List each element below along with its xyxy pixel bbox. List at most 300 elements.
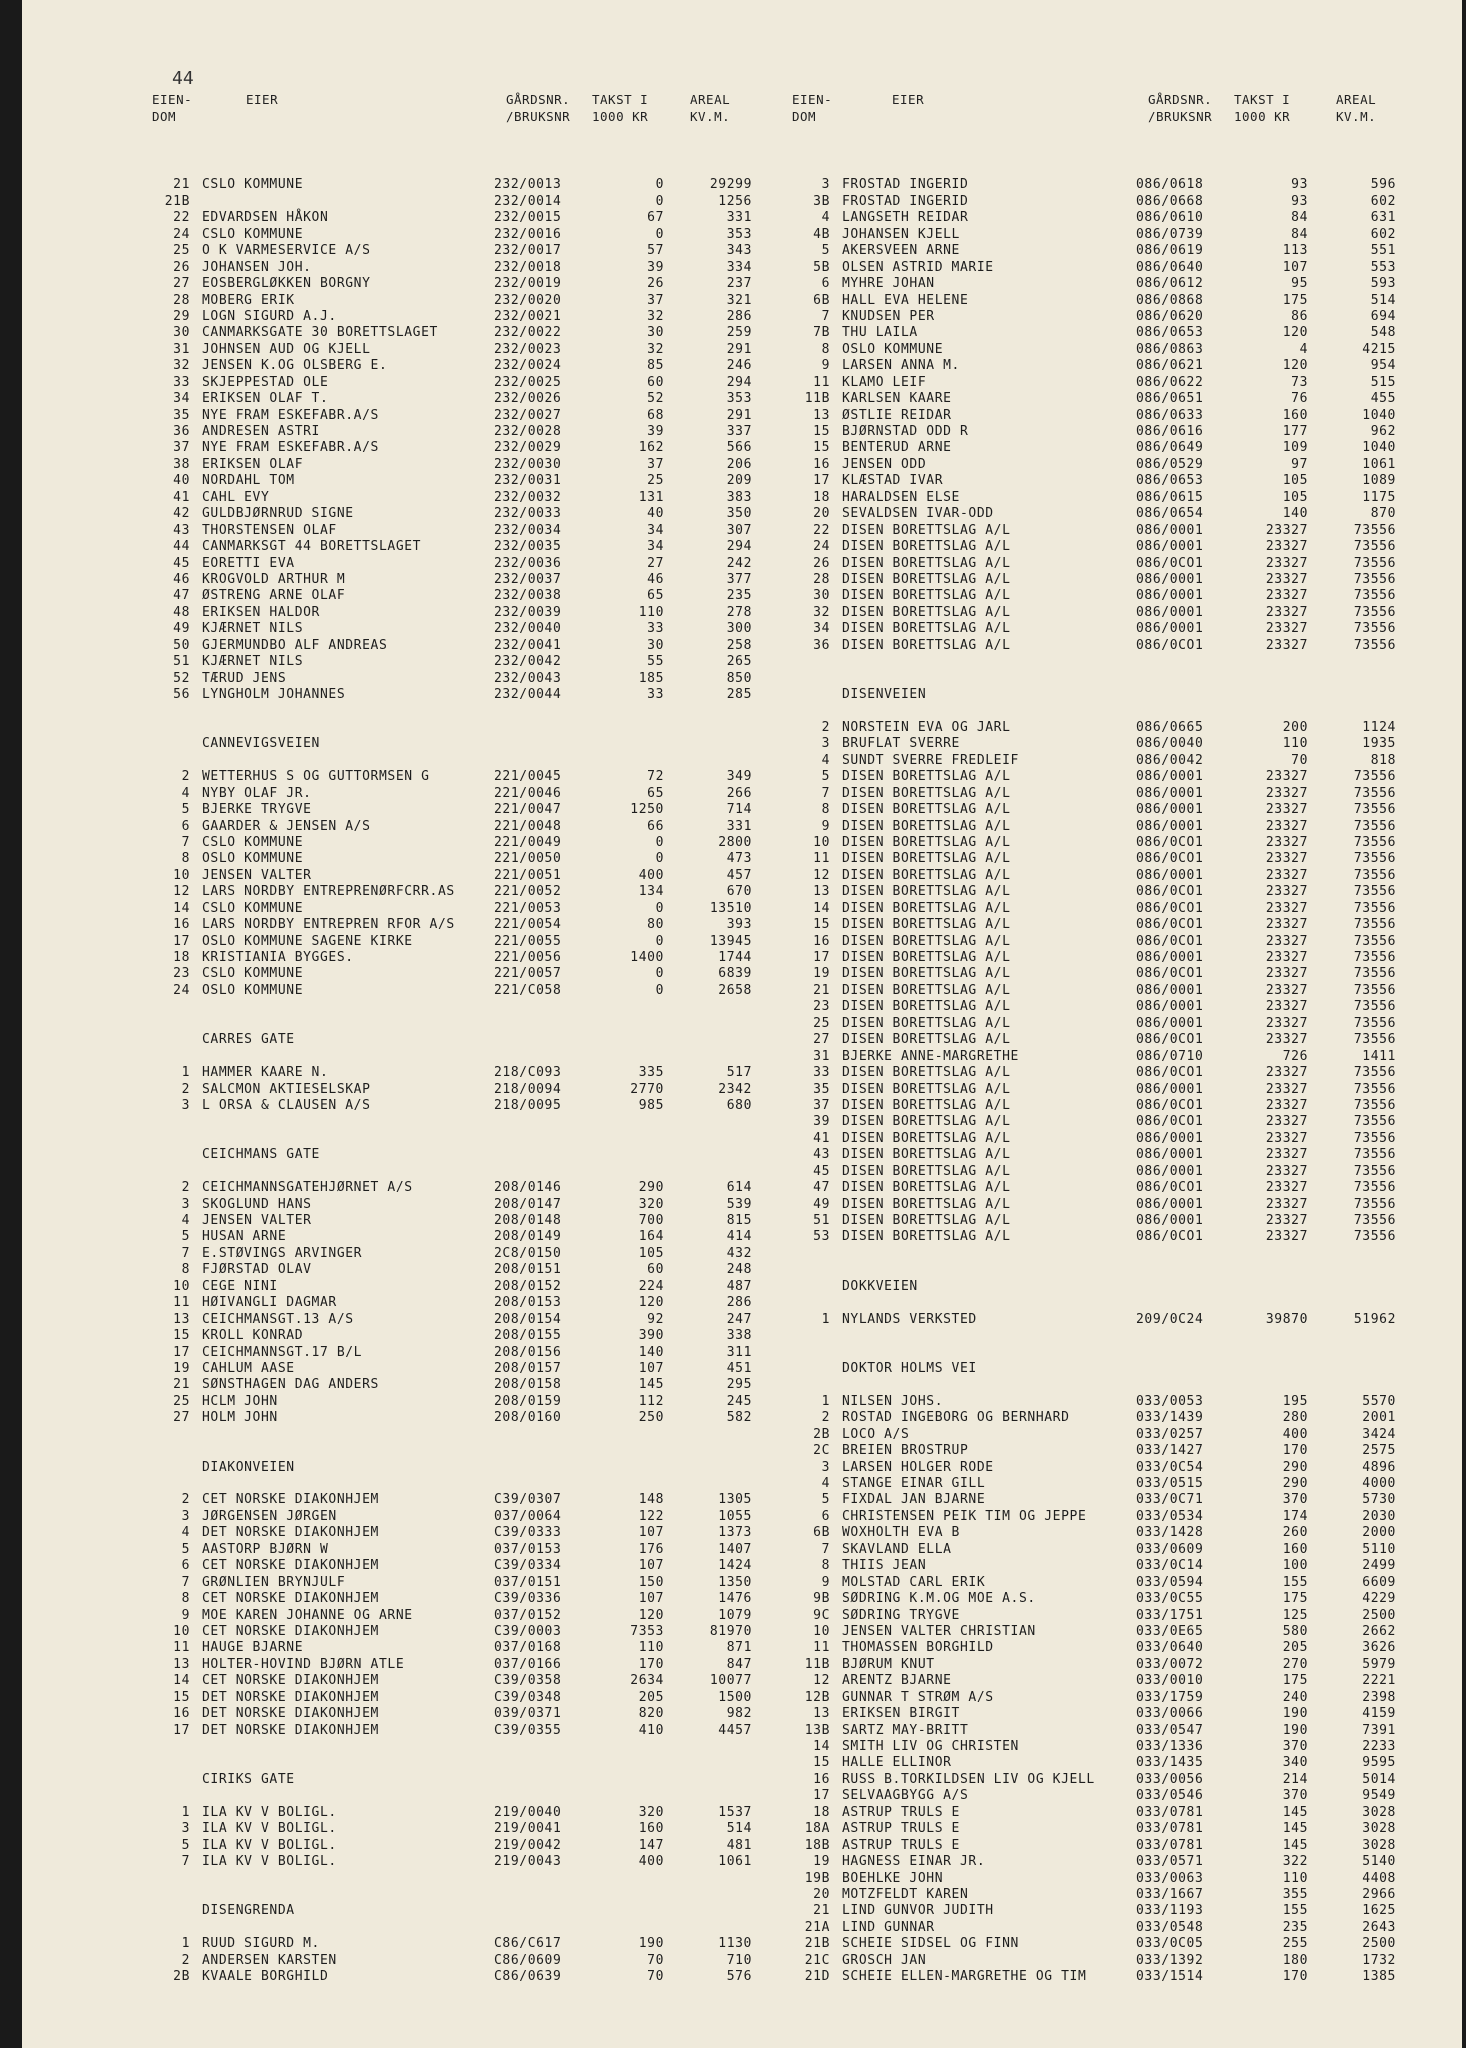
table-row [154, 506, 834, 522]
areal-value: 1350 [718, 1574, 752, 1590]
areal-value: 670 [726, 884, 752, 900]
takst-value: 1400 [630, 950, 664, 965]
takst-value: 23327 [1265, 571, 1308, 587]
eiendom-number: 43 [813, 1147, 830, 1163]
eiendom-number: 15 [813, 424, 830, 439]
table-row [154, 1821, 834, 1837]
takst-value: 92 [647, 1311, 664, 1327]
blank-line [154, 1049, 834, 1065]
gardsnr: 033/1439 [1136, 1410, 1204, 1426]
areal-value: 1732 [1362, 1952, 1396, 1968]
gardsnr: 086/0649 [1136, 440, 1204, 456]
gardsnr: 037/0166 [494, 1656, 562, 1672]
right-column [792, 92, 1466, 1985]
eiendom-number: 21B [804, 1936, 830, 1952]
areal-value: 73556 [1353, 571, 1396, 587]
table-row [794, 342, 1466, 358]
owner-name: LOGN SIGURD A.J. [202, 308, 337, 324]
table-row [154, 1180, 834, 1196]
eiendom-number: 28 [813, 571, 830, 587]
areal-value: 337 [726, 424, 752, 439]
areal-value: 3424 [1362, 1426, 1396, 1442]
gardsnr: 086/0001 [1136, 982, 1204, 998]
owner-name: OSLO KOMMUNE [202, 982, 304, 998]
areal-value: 73556 [1353, 1229, 1396, 1245]
areal-value: 487 [726, 1278, 752, 1294]
takst-value: 23327 [1265, 588, 1308, 604]
areal-value: 265 [726, 654, 752, 670]
areal-value: 73556 [1353, 522, 1396, 538]
eiendom-number: 36 [173, 424, 190, 439]
eiendom-number: 23 [813, 999, 830, 1015]
table-row [794, 851, 1466, 867]
areal-value: 3028 [1362, 1821, 1396, 1837]
table-row [154, 194, 834, 210]
takst-value: 400 [638, 1854, 664, 1870]
owner-name: NYBY OLAF JR. [202, 785, 312, 801]
owner-name: NYE FRAM ESKEFABR.A/S [202, 440, 379, 456]
table-row [794, 1657, 1466, 1673]
areal-value: 1040 [1362, 407, 1396, 423]
gardsnr: 221/0054 [494, 917, 562, 933]
gardsnr: 2C8/0150 [494, 1245, 562, 1261]
gardsnr: 218/C093 [494, 1065, 562, 1081]
eiendom-number: 3B [813, 193, 830, 209]
areal-value: 2500 [1362, 1936, 1396, 1952]
owner-name: KROLL KONRAD [202, 1328, 304, 1344]
areal-value: 334 [726, 259, 752, 275]
eiendom-number: 15 [813, 440, 830, 456]
areal-value: 473 [726, 851, 752, 867]
gardsnr: 221/0047 [494, 802, 562, 818]
areal-value: 596 [1370, 177, 1396, 193]
gardsnr: 232/0043 [494, 670, 562, 686]
table-row [794, 325, 1466, 341]
gardsnr: 086/0739 [1136, 226, 1204, 242]
gardsnr: 219/0043 [494, 1854, 562, 1870]
owner-name: L ORSA & CLAUSEN A/S [202, 1097, 371, 1113]
table-row [154, 1065, 834, 1081]
gardsnr: 232/0038 [494, 588, 562, 604]
eiendom-number: 41 [813, 1130, 830, 1146]
street-heading [154, 1903, 834, 1919]
table-row [154, 424, 834, 440]
table-row [794, 720, 1466, 736]
takst-value: 23327 [1265, 900, 1308, 916]
gardsnr: 033/0781 [1136, 1821, 1204, 1837]
eiendom-number: 4 [821, 752, 830, 768]
areal-value: 9595 [1362, 1755, 1396, 1771]
eiendom-number: 9B [813, 1591, 830, 1607]
owner-name: THU LAILA [842, 325, 918, 341]
takst-value: 120 [638, 1295, 664, 1311]
gardsnr: 232/0019 [494, 276, 562, 292]
areal-value: 4408 [1362, 1870, 1396, 1886]
owner-name: MOLSTAD CARL ERIK [842, 1574, 986, 1590]
table-row [794, 293, 1466, 309]
eiendom-number: 22 [813, 522, 830, 538]
takst-value: 162 [638, 440, 664, 456]
blank-line [154, 1755, 834, 1771]
areal-value: 1744 [718, 950, 752, 965]
takst-value: 30 [647, 325, 664, 341]
areal-value: 515 [1370, 374, 1396, 390]
street-heading [794, 1361, 1466, 1377]
areal-value: 818 [1370, 752, 1396, 768]
areal-value: 4000 [1362, 1476, 1396, 1491]
gardsnr: 221/C058 [494, 982, 562, 998]
owner-name: BOEHLKE JOHN [842, 1870, 944, 1886]
takst-value: 23327 [1265, 1114, 1308, 1130]
eiendom-number: 2B [813, 1426, 830, 1442]
takst-value: 34 [647, 522, 664, 538]
owner-name: DISEN BORETTSLAG A/L [842, 999, 1011, 1015]
eiendom-number: 52 [173, 670, 190, 686]
owner-name: DISEN BORETTSLAG A/L [842, 900, 1011, 916]
eiendom-number: 21A [804, 1919, 830, 1935]
gardsnr: 033/0547 [1136, 1722, 1204, 1738]
eiendom-number: 7B [813, 325, 830, 341]
takst-value: 320 [638, 1804, 664, 1820]
owner-name: KARLSEN KAARE [842, 391, 952, 407]
table-row [794, 934, 1466, 950]
eiendom-number: 20 [813, 506, 830, 522]
takst-value: 33 [647, 621, 664, 637]
areal-value: 350 [726, 506, 752, 522]
eiendom-number: 39 [813, 1114, 830, 1130]
areal-value: 73556 [1353, 1065, 1396, 1081]
eiendom-number: 25 [173, 243, 190, 259]
owner-name: JOHANSEN KJELL [842, 226, 960, 242]
areal-value: 237 [726, 276, 752, 292]
takst-value: 240 [1282, 1689, 1308, 1705]
table-row [794, 1147, 1466, 1163]
gardsnr: 086/0640 [1136, 259, 1204, 275]
gardsnr: C39/0348 [494, 1689, 562, 1705]
areal-value: 9549 [1362, 1788, 1396, 1804]
table-row [154, 1394, 834, 1410]
eiendom-number: 19 [813, 966, 830, 982]
gardsnr: C86/C617 [494, 1936, 562, 1952]
areal-value: 206 [726, 456, 752, 472]
owner-name: ANDRESEN ASTRI [202, 424, 320, 439]
gardsnr: 232/0036 [494, 555, 562, 571]
owner-name: DET NORSKE DIAKONHJEM [202, 1525, 379, 1541]
eiendom-number: 35 [813, 1081, 830, 1097]
table-row [154, 1295, 834, 1311]
eiendom-number: 18A [804, 1821, 830, 1837]
table-row [794, 1969, 1466, 1985]
areal-value: 2342 [718, 1081, 752, 1097]
takst-value: 155 [1282, 1903, 1308, 1919]
eiendom-number: 4B [813, 226, 830, 242]
blank-line [154, 1131, 834, 1147]
table-row [794, 1476, 1466, 1492]
gardsnr: 033/0548 [1136, 1919, 1204, 1935]
eiendom-number: 2 [821, 719, 830, 735]
gardsnr: 086/0001 [1136, 621, 1204, 637]
blank-line [794, 1345, 1466, 1361]
gardsnr: 232/0017 [494, 243, 562, 259]
owner-name: GULDBJØRNRUD SIGNE [202, 506, 354, 522]
eiendom-number: 15 [173, 1328, 190, 1344]
table-row [154, 1213, 834, 1229]
areal-value: 266 [726, 785, 752, 801]
areal-value: 209 [726, 473, 752, 489]
gardsnr: 086/0001 [1136, 1081, 1204, 1097]
street-heading [154, 736, 834, 752]
eiendom-number: 5 [821, 769, 830, 785]
gardsnr: C39/0334 [494, 1558, 562, 1574]
table-row [154, 934, 834, 950]
gardsnr: 033/0063 [1136, 1870, 1204, 1886]
takst-value: 72 [647, 769, 664, 785]
areal-value: 3028 [1362, 1837, 1396, 1853]
eiendom-number: 11 [813, 374, 830, 390]
gardsnr: 086/0529 [1136, 456, 1204, 472]
gardsnr: 232/0031 [494, 473, 562, 489]
owner-name: NYLANDS VERKSTED [842, 1311, 977, 1327]
eiendom-number: 45 [173, 555, 190, 571]
street-heading [794, 687, 1466, 703]
blank-line [154, 1739, 834, 1755]
gardsnr: 086/0001 [1136, 1213, 1204, 1228]
table-row [154, 1690, 834, 1706]
gardsnr: 221/0056 [494, 950, 562, 965]
table-row [154, 1706, 834, 1722]
takst-value: 280 [1282, 1410, 1308, 1426]
table-row [794, 556, 1466, 572]
table-row [794, 999, 1466, 1015]
gardsnr: 086/0001 [1136, 1130, 1204, 1146]
gardsnr: 086/0001 [1136, 539, 1204, 555]
table-row [794, 1312, 1466, 1328]
owner-name: JØRGENSEN JØRGEN [202, 1508, 337, 1524]
owner-name: DISEN BORETTSLAG A/L [842, 802, 1011, 818]
eiendom-number: 16 [173, 917, 190, 933]
gardsnr: 086/0CO1 [1136, 884, 1204, 900]
eiendom-number: 24 [173, 226, 190, 242]
owner-name: CET NORSKE DIAKONHJEM [202, 1591, 379, 1607]
takst-value: 400 [1282, 1426, 1308, 1442]
areal-value: 602 [1370, 226, 1396, 242]
takst-value: 400 [638, 867, 664, 883]
table-row [154, 1805, 834, 1821]
table-row [794, 1131, 1466, 1147]
owner-name: AKERSVEEN ARNE [842, 243, 960, 259]
areal-value: 1407 [718, 1541, 752, 1557]
gardsnr: 086/0CO1 [1136, 900, 1204, 916]
owner-name: GRØNLIEN BRYNJULF [202, 1574, 346, 1590]
takst-value: 580 [1282, 1623, 1308, 1639]
areal-value: 962 [1370, 424, 1396, 439]
owner-name: MOTZFELDT KAREN [842, 1886, 969, 1902]
areal-value: 631 [1370, 210, 1396, 226]
owner-name: MYHRE JOHAN [842, 276, 935, 292]
gardsnr: 086/0001 [1136, 950, 1204, 965]
takst-value: 37 [647, 456, 664, 472]
gardsnr: 086/0001 [1136, 999, 1204, 1015]
takst-value: 105 [1282, 489, 1308, 505]
gardsnr: 232/0028 [494, 424, 562, 439]
owner-name: CEICHMANNSGATEHJØRNET A/S [202, 1180, 413, 1196]
eiendom-number: 7 [181, 1245, 190, 1261]
eiendom-number: 7 [821, 308, 830, 324]
table-row [154, 358, 834, 374]
owner-name: HALLE ELLINOR [842, 1755, 952, 1771]
takst-value: 134 [638, 884, 664, 900]
areal-value: 1424 [718, 1558, 752, 1574]
areal-value: 248 [726, 1262, 752, 1278]
eiendom-number: 44 [173, 539, 190, 555]
eiendom-number: 43 [173, 522, 190, 538]
gardsnr: 232/0035 [494, 539, 562, 555]
eiendom-number: 21 [813, 1903, 830, 1919]
table-row [794, 1492, 1466, 1508]
areal-value: 1476 [718, 1591, 752, 1607]
eiendom-number: 16 [813, 1771, 830, 1787]
takst-value: 0 [655, 933, 664, 949]
takst-value: 110 [1282, 1870, 1308, 1886]
takst-value: 195 [1282, 1393, 1308, 1409]
ledger-page [22, 0, 1462, 2048]
areal-value: 457 [726, 867, 752, 883]
takst-value: 107 [638, 1558, 664, 1574]
owner-name: ILA KV V BOLIGL. [202, 1854, 337, 1870]
areal-value: 73556 [1353, 1032, 1396, 1048]
gardsnr: 086/0001 [1136, 522, 1204, 538]
table-row [794, 358, 1466, 374]
gardsnr: 086/0612 [1136, 276, 1204, 292]
eiendom-number: 37 [173, 440, 190, 456]
takst-value: 23327 [1265, 1147, 1308, 1163]
eiendom-number: 53 [813, 1229, 830, 1245]
table-row [794, 490, 1466, 506]
eiendom-number: 14 [813, 900, 830, 916]
owner-name: CAHL EVY [202, 489, 270, 505]
street-name: DIAKONVEIEN [202, 1459, 295, 1475]
owner-name: CSLO KOMMUNE [202, 900, 304, 916]
eiendom-number: 51 [813, 1213, 830, 1228]
table-row [154, 1262, 834, 1278]
takst-value: 4 [1299, 341, 1308, 357]
owner-name: KROGVOLD ARTHUR M [202, 571, 346, 587]
takst-value: 355 [1282, 1886, 1308, 1902]
owner-name: BJERKE ANNE-MARGRETHE [842, 1048, 1019, 1064]
takst-value: 23327 [1265, 834, 1308, 850]
areal-value: 294 [726, 539, 752, 555]
gardsnr: 033/1392 [1136, 1952, 1204, 1968]
owner-name: BREIEN BROSTRUP [842, 1443, 969, 1459]
areal-value: 73556 [1353, 933, 1396, 949]
eiendom-number: 5 [181, 1229, 190, 1245]
areal-value: 73556 [1353, 1130, 1396, 1146]
table-row [154, 1575, 834, 1591]
areal-value: 377 [726, 571, 752, 587]
eiendom-number: 35 [173, 407, 190, 423]
areal-value: 300 [726, 621, 752, 637]
eiendom-number: 16 [813, 456, 830, 472]
table-row [794, 1871, 1466, 1887]
areal-value: 73556 [1353, 917, 1396, 933]
areal-value: 349 [726, 769, 752, 785]
areal-value: 278 [726, 604, 752, 620]
table-row [154, 1246, 834, 1262]
takst-value: 93 [1291, 177, 1308, 193]
owner-name: EOSBERGLØKKEN BORGNY [202, 276, 371, 292]
gardsnr: 086/0040 [1136, 736, 1204, 752]
takst-value: 107 [638, 1591, 664, 1607]
table-row [794, 539, 1466, 555]
areal-value: 73556 [1353, 588, 1396, 604]
owner-name: DISEN BORETTSLAG A/L [842, 588, 1011, 604]
gardsnr: 232/0020 [494, 292, 562, 308]
areal-value: 815 [726, 1213, 752, 1228]
areal-value: 245 [726, 1393, 752, 1409]
owner-name: CEGE NINI [202, 1278, 278, 1294]
table-row [154, 1838, 834, 1854]
takst-value: 0 [655, 966, 664, 982]
blank-line [794, 161, 1466, 177]
areal-value: 321 [726, 292, 752, 308]
eiendom-number: 7 [821, 785, 830, 801]
gardsnr: 086/0001 [1136, 571, 1204, 587]
takst-value: 200 [1282, 719, 1308, 735]
blank-line [154, 1788, 834, 1804]
areal-value: 1256 [718, 193, 752, 209]
owner-name: DISEN BORETTSLAG A/L [842, 818, 1011, 834]
owner-name: BJØRUM KNUT [842, 1656, 935, 1672]
eiendom-number: 9 [821, 358, 830, 374]
areal-value: 73556 [1353, 982, 1396, 998]
street-name: CANNEVIGSVEIEN [202, 736, 320, 752]
eiendom-number: 10 [173, 1278, 190, 1294]
takst-value: 7353 [630, 1623, 664, 1639]
owner-name: THIIS JEAN [842, 1558, 927, 1574]
areal-value: 432 [726, 1245, 752, 1261]
areal-value: 51962 [1353, 1311, 1396, 1327]
gardsnr: 086/0CO1 [1136, 933, 1204, 949]
eiendom-number: 50 [173, 637, 190, 653]
takst-value: 76 [1291, 391, 1308, 407]
areal-value: 13510 [709, 900, 752, 916]
gardsnr: 033/0C54 [1136, 1459, 1204, 1475]
takst-value: 255 [1282, 1936, 1308, 1952]
areal-value: 291 [726, 407, 752, 423]
takst-value: 23327 [1265, 1130, 1308, 1146]
table-row [794, 1049, 1466, 1065]
table-row [794, 276, 1466, 292]
eiendom-number: 4 [181, 1525, 190, 1541]
takst-value: 100 [1282, 1558, 1308, 1574]
areal-value: 331 [726, 818, 752, 834]
gardsnr: 086/0042 [1136, 752, 1204, 768]
takst-value: 140 [1282, 506, 1308, 522]
table-row [794, 1575, 1466, 1591]
owner-name: DISEN BORETTSLAG A/L [842, 555, 1011, 571]
gardsnr: 086/0668 [1136, 193, 1204, 209]
gardsnr: 221/0050 [494, 851, 562, 867]
owner-name: JENSEN K.OG OLSBERG E. [202, 358, 388, 374]
gardsnr: 037/0064 [494, 1508, 562, 1524]
owner-name: DISEN BORETTSLAG A/L [842, 571, 1011, 587]
table-row [794, 1772, 1466, 1788]
owner-name: HARALDSEN ELSE [842, 489, 960, 505]
table-row [794, 1624, 1466, 1640]
table-row [794, 753, 1466, 769]
owner-name: DISEN BORETTSLAG A/L [842, 1065, 1011, 1081]
owner-name: NILSEN JOHS. [842, 1393, 944, 1409]
